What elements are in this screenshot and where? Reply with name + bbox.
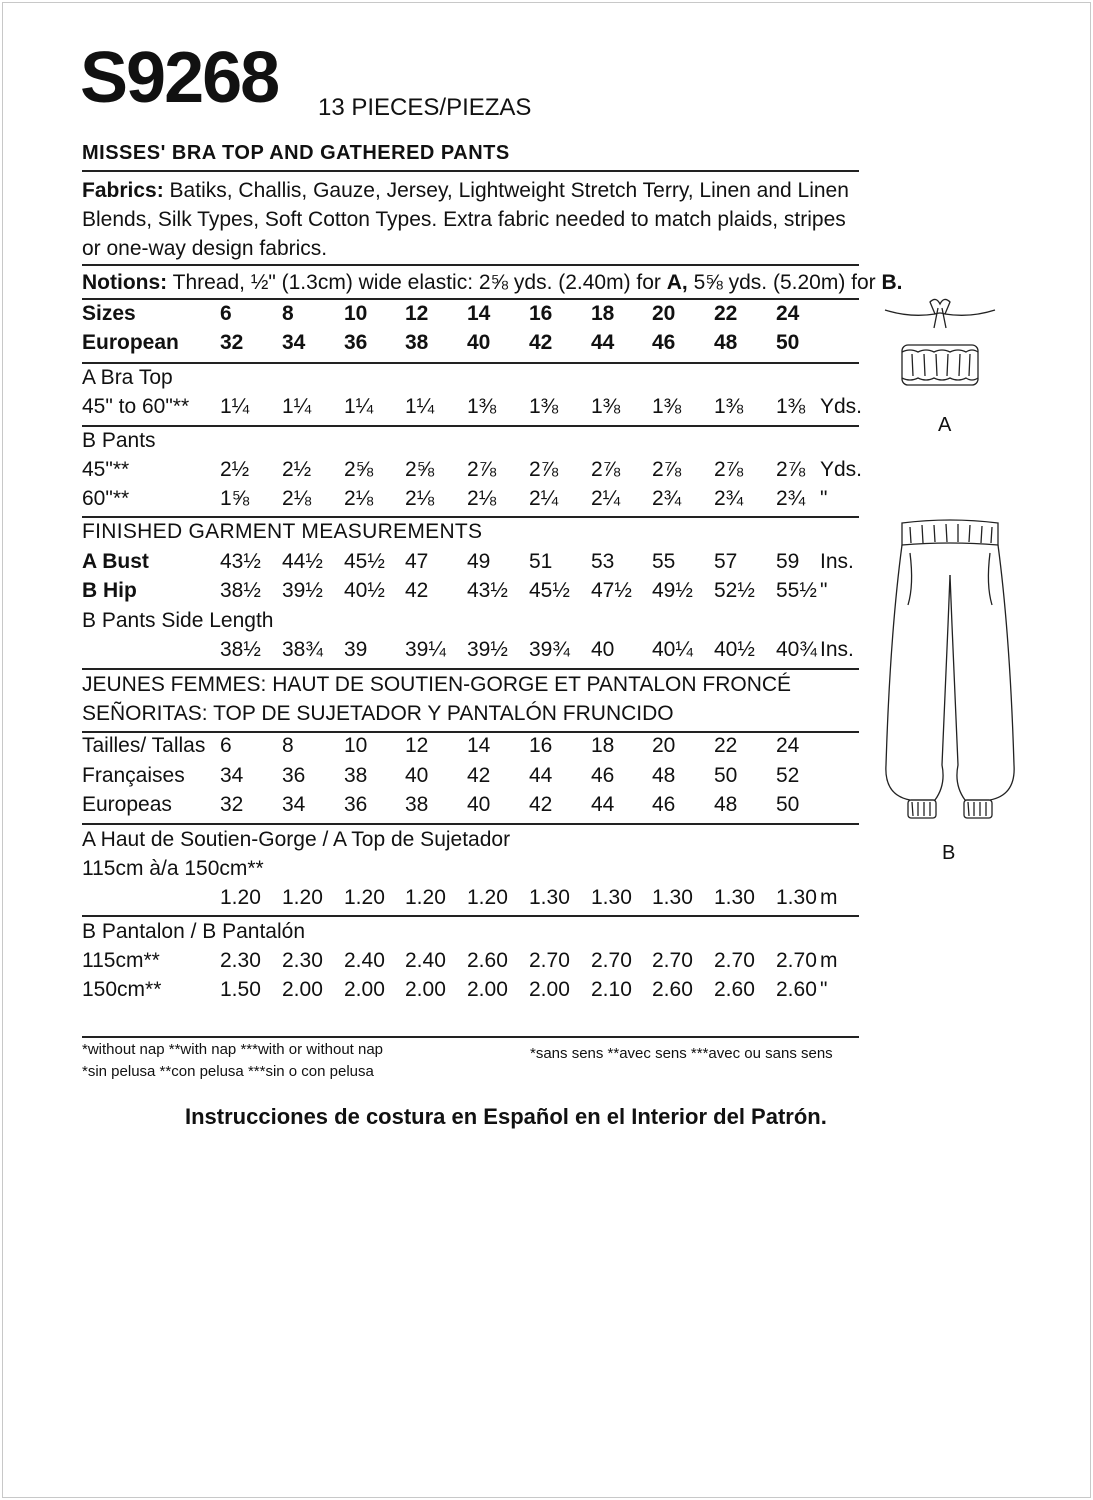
cell-value: 16 [529, 302, 553, 325]
footnote-english: *without nap **with nap ***with or without nap [82, 1041, 384, 1058]
cell-value: 38 [344, 764, 368, 787]
cell-value: 44 [529, 764, 553, 787]
cell-value: 45½ [344, 550, 385, 573]
cell-value: 2.70 [591, 949, 632, 972]
cell-value: 1.20 [467, 886, 508, 909]
cell-value: 55½ [776, 579, 817, 602]
sizes-row [82, 302, 859, 331]
cell-value: 2.70 [652, 949, 693, 972]
cell-value: 2⅛ [282, 487, 312, 510]
european-row [82, 331, 859, 360]
cell-value: 1.20 [282, 886, 323, 909]
cell-value: 39½ [467, 638, 508, 661]
row-label: Tailles/ Tallas [82, 734, 206, 757]
row-unit: Yds. [820, 395, 863, 418]
row-label: European [82, 331, 179, 354]
divider [82, 362, 859, 364]
hip-row [82, 579, 859, 608]
cell-value: 1.20 [344, 886, 385, 909]
metric-top-width: 115cm à/a 150cm** [82, 857, 264, 880]
divider [82, 516, 859, 518]
row-label: 45" to 60"** [82, 395, 190, 418]
cell-value: 2⅝ [405, 458, 435, 481]
cell-value: 2.60 [467, 949, 508, 972]
divider [82, 731, 859, 733]
cell-value: 38½ [220, 638, 261, 661]
cell-value: 36 [344, 331, 368, 354]
cell-value: 18 [591, 734, 615, 757]
cell-value: 2.30 [220, 949, 261, 972]
row-label: Sizes [82, 302, 136, 325]
cell-value: 2.60 [776, 978, 817, 1001]
cell-value: 2¾ [652, 487, 682, 510]
cell-value: 48 [714, 331, 738, 354]
cell-value: 2¾ [714, 487, 744, 510]
cell-value: 2⅞ [529, 458, 559, 481]
cell-value: 52½ [714, 579, 755, 602]
cell-value: 59 [776, 550, 800, 573]
cell-value: 36 [282, 764, 306, 787]
cell-value: 52 [776, 764, 800, 787]
cell-value: 2.00 [467, 978, 508, 1001]
fabrics-text: Batiks, Challis, Gauze, Jersey, Lightweight Stretch Terry, Linen and Linen Blends, Silk Types, Soft Cotton Types. Extra fabric needed to match plaids, stripes or one-way design fabrics. [82, 179, 849, 260]
cell-value: 1¼ [405, 395, 435, 418]
footnote-spanish: *sin pelusa **con pelusa ***sin o con pelusa [82, 1063, 374, 1080]
cell-value: 22 [714, 734, 738, 757]
bust-row [82, 550, 859, 579]
cell-value: 1⅜ [591, 395, 621, 418]
cell-value: 1¼ [344, 395, 374, 418]
tailles-row [82, 734, 859, 763]
row-unit: " [820, 978, 828, 1001]
cell-value: 2⅞ [776, 458, 806, 481]
cell-value: 44½ [282, 550, 323, 573]
cell-value: 47½ [591, 579, 632, 602]
cell-value: 18 [591, 302, 615, 325]
row-unit: Ins. [820, 550, 854, 573]
cell-value: 2⅞ [714, 458, 744, 481]
cell-value: 42 [467, 764, 491, 787]
cell-value: 1.30 [591, 886, 632, 909]
cell-value: 40½ [714, 638, 755, 661]
cell-value: 1⅜ [776, 395, 806, 418]
bra-top-illustration [880, 290, 1000, 400]
cell-value: 2¼ [529, 487, 559, 510]
divider [82, 425, 859, 427]
cell-value: 2.70 [714, 949, 755, 972]
cell-value: 40 [467, 331, 491, 354]
cell-value: 2¾ [776, 487, 806, 510]
divider [82, 915, 859, 917]
cell-value: 38 [405, 331, 429, 354]
divider [82, 264, 859, 266]
row-label: Françaises [82, 764, 185, 787]
cell-value: 2.00 [282, 978, 323, 1001]
row-unit: Ins. [820, 638, 854, 661]
cell-value: 14 [467, 734, 491, 757]
cell-value: 2¼ [591, 487, 621, 510]
cell-value: 55 [652, 550, 676, 573]
metric-pantalon-heading: B Pantalon / B Pantalón [82, 920, 305, 943]
cell-value: 42 [529, 331, 553, 354]
cell-value: 45½ [529, 579, 570, 602]
cell-value: 39¼ [405, 638, 446, 661]
cell-value: 6 [220, 734, 232, 757]
cell-value: 40¼ [652, 638, 693, 661]
pants-illustration [880, 515, 1020, 830]
view-a-label: A [938, 414, 952, 436]
europeas-row [82, 793, 859, 822]
cell-value: 1⅜ [529, 395, 559, 418]
notions-text: 5⅝ yds. (5.20m) for [687, 271, 882, 294]
row-label: 45"** [82, 458, 130, 481]
cell-value: 43½ [220, 550, 261, 573]
cell-value: 1.30 [652, 886, 693, 909]
divider [82, 170, 859, 172]
metric-pantalon-115-row [82, 949, 859, 978]
cell-value: 2½ [220, 458, 250, 481]
cell-value: 48 [652, 764, 676, 787]
fabrics-paragraph [82, 176, 862, 263]
cell-value: 14 [467, 302, 491, 325]
cell-value: 44 [591, 793, 615, 816]
cell-value: 57 [714, 550, 738, 573]
spanish-instructions-note: Instrucciones de costura en Español en el Interior del Patrón. [185, 1104, 827, 1129]
bra-top-heading: A Bra Top [82, 366, 173, 389]
notions-paragraph [82, 268, 903, 297]
cell-value: 1.20 [220, 886, 261, 909]
cell-value: 42 [405, 579, 429, 602]
cell-value: 2.40 [344, 949, 385, 972]
cell-value: 2⅞ [467, 458, 497, 481]
cell-value: 32 [220, 793, 244, 816]
cell-value: 34 [220, 764, 244, 787]
cell-value: 46 [591, 764, 615, 787]
divider [82, 668, 859, 670]
piece-count: 13 PIECES/PIEZAS [318, 94, 532, 121]
cell-value: 1.50 [220, 978, 261, 1001]
cell-value: 2.60 [714, 978, 755, 1001]
cell-value: 20 [652, 734, 676, 757]
cell-value: 1⅜ [467, 395, 497, 418]
cell-value: 24 [776, 734, 800, 757]
title-french: JEUNES FEMMES: HAUT DE SOUTIEN-GORGE ET PANTALON FRONCÉ [82, 673, 792, 696]
cell-value: 6 [220, 302, 232, 325]
cell-value: 1⅜ [714, 395, 744, 418]
cell-value: 8 [282, 302, 294, 325]
cell-value: 48 [714, 793, 738, 816]
cell-value: 2.40 [405, 949, 446, 972]
pants-heading: B Pants [82, 429, 156, 452]
cell-value: 2.70 [529, 949, 570, 972]
cell-value: 38¾ [282, 638, 323, 661]
cell-value: 1¼ [220, 395, 250, 418]
cell-value: 50 [714, 764, 738, 787]
pants-45-row [82, 458, 863, 487]
cell-value: 2.70 [776, 949, 817, 972]
cell-value: 8 [282, 734, 294, 757]
row-unit: " [820, 579, 828, 602]
cell-value: 2⅝ [344, 458, 374, 481]
cell-value: 40 [591, 638, 615, 661]
cell-value: 49½ [652, 579, 693, 602]
metric-pantalon-150-row [82, 978, 859, 1007]
cell-value: 16 [529, 734, 553, 757]
cell-value: 1.20 [405, 886, 446, 909]
cell-value: 43½ [467, 579, 508, 602]
row-label: B Hip [82, 579, 137, 602]
cell-value: 47 [405, 550, 429, 573]
row-label: Europeas [82, 793, 172, 816]
row-unit: Yds. [820, 458, 863, 481]
pants-60-row [82, 487, 859, 516]
row-label: 60"** [82, 487, 130, 510]
cell-value: 2.00 [405, 978, 446, 1001]
row-label: A Bust [82, 550, 149, 573]
cell-value: 38½ [220, 579, 261, 602]
cell-value: 2⅛ [344, 487, 374, 510]
cell-value: 51 [529, 550, 553, 573]
cell-value: 39 [344, 638, 368, 661]
pants-side-length-heading: B Pants Side Length [82, 609, 274, 632]
cell-value: 1⅝ [220, 487, 250, 510]
row-unit: " [820, 487, 828, 510]
cell-value: 53 [591, 550, 615, 573]
cell-value: 50 [776, 331, 800, 354]
cell-value: 12 [405, 302, 429, 325]
notions-label: Notions: [82, 271, 168, 294]
cell-value: 40 [467, 793, 491, 816]
cell-value: 2.60 [652, 978, 693, 1001]
divider [82, 823, 859, 825]
cell-value: 39½ [282, 579, 323, 602]
cell-value: 46 [652, 793, 676, 816]
notions-view-a: A, [666, 271, 688, 294]
metric-top-row [82, 886, 859, 915]
fabrics-label: Fabrics: [82, 179, 164, 202]
notions-text: Thread, ½" (1.3cm) wide elastic: 2⅝ yds. (2.40m) for [172, 271, 667, 294]
cell-value: 50 [776, 793, 800, 816]
row-label: 115cm** [82, 949, 160, 972]
row-label: 150cm** [82, 978, 162, 1001]
notions-view-b: B. [881, 271, 903, 294]
cell-value: 2½ [282, 458, 312, 481]
cell-value: 39¾ [529, 638, 570, 661]
cell-value: 12 [405, 734, 429, 757]
title-spanish: SEÑORITAS: TOP DE SUJETADOR Y PANTALÓN FRUNCIDO [82, 702, 674, 725]
cell-value: 40 [405, 764, 429, 787]
divider [82, 1036, 859, 1038]
cell-value: 1.30 [529, 886, 570, 909]
cell-value: 2.00 [344, 978, 385, 1001]
cell-value: 49 [467, 550, 491, 573]
cell-value: 10 [344, 734, 368, 757]
cell-value: 44 [591, 331, 615, 354]
cell-value: 2.30 [282, 949, 323, 972]
cell-value: 1.30 [714, 886, 755, 909]
cell-value: 2⅛ [467, 487, 497, 510]
finished-heading: FINISHED GARMENT MEASUREMENTS [82, 520, 483, 543]
view-b-label: B [942, 842, 956, 864]
metric-top-heading: A Haut de Soutien-Gorge / A Top de Sujetador [82, 828, 511, 851]
cell-value: 22 [714, 302, 738, 325]
cell-value: 46 [652, 331, 676, 354]
cell-value: 42 [529, 793, 553, 816]
divider [82, 298, 859, 300]
cell-value: 34 [282, 331, 306, 354]
pattern-title: MISSES' BRA TOP AND GATHERED PANTS [82, 142, 510, 164]
cell-value: 1⅜ [652, 395, 682, 418]
cell-value: 1.30 [776, 886, 817, 909]
cell-value: 2.10 [591, 978, 632, 1001]
cell-value: 2.00 [529, 978, 570, 1001]
cell-value: 24 [776, 302, 800, 325]
cell-value: 40½ [344, 579, 385, 602]
cell-value: 10 [344, 302, 368, 325]
cell-value: 34 [282, 793, 306, 816]
cell-value: 36 [344, 793, 368, 816]
row-unit: m [820, 949, 838, 972]
cell-value: 32 [220, 331, 244, 354]
cell-value: 2⅞ [591, 458, 621, 481]
francaises-row [82, 764, 859, 793]
pattern-number: S9268 [80, 38, 279, 118]
pants-side-length-row [82, 638, 859, 667]
footnote-french: *sans sens **avec sens ***avec ou sans sens [530, 1045, 833, 1062]
cell-value: 2⅞ [652, 458, 682, 481]
cell-value: 2⅛ [405, 487, 435, 510]
cell-value: 20 [652, 302, 676, 325]
cell-value: 38 [405, 793, 429, 816]
cell-value: 1¼ [282, 395, 312, 418]
row-unit: m [820, 886, 838, 909]
bra-top-yardage-row [82, 395, 863, 424]
cell-value: 40¾ [776, 638, 817, 661]
